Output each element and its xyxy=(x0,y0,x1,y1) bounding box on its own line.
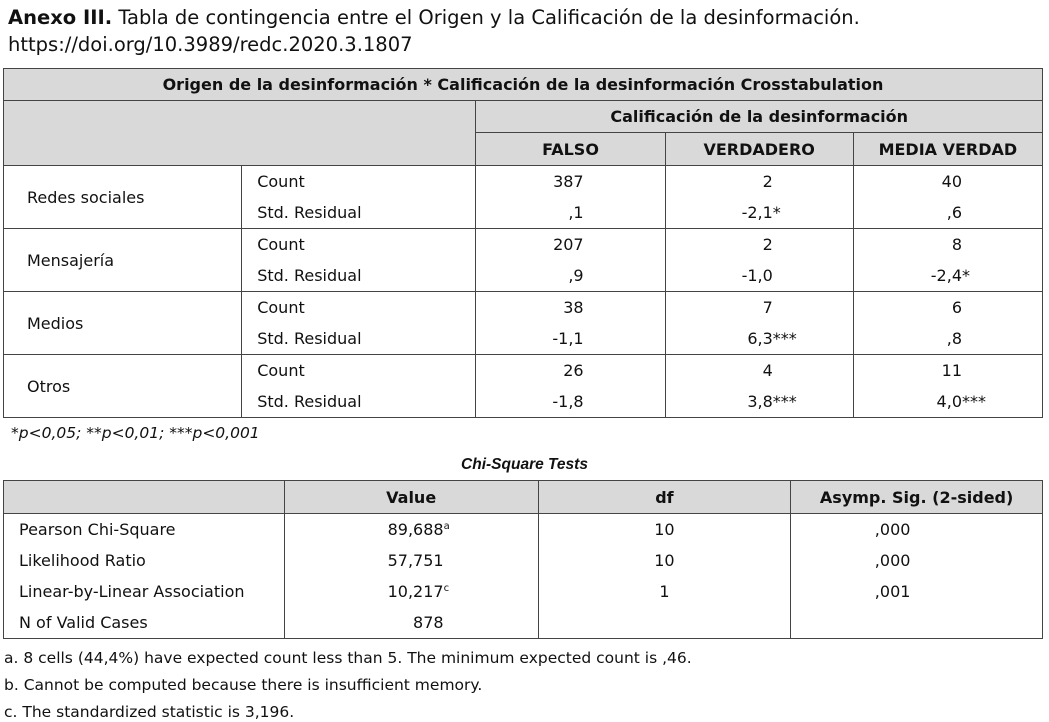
df-cell: 10 xyxy=(538,545,791,576)
table-row xyxy=(4,292,1043,324)
value-cell: 89,688a xyxy=(284,514,538,546)
origin-label: Otros xyxy=(4,355,242,418)
stat-label: Count xyxy=(242,292,476,324)
column-header: Value xyxy=(284,481,538,514)
residual-value: -1,8 xyxy=(552,392,584,411)
significance-marker: *** xyxy=(772,329,797,348)
table-row xyxy=(4,576,1043,607)
count-cell: 2 xyxy=(665,166,853,198)
stat-label: Std. Residual xyxy=(242,197,476,229)
residual-value: -2,4 xyxy=(930,266,962,285)
column-header xyxy=(4,481,285,514)
value-cell: 10,217c xyxy=(284,576,538,607)
df-cell: 10 xyxy=(538,514,791,546)
residual-cell xyxy=(476,197,665,229)
residual-value: 4,0 xyxy=(936,392,962,411)
count-cell: 38 xyxy=(476,292,665,324)
header-row xyxy=(4,481,1043,514)
residual-value: -1,0 xyxy=(741,266,773,285)
count-cell: 8 xyxy=(853,229,1042,261)
residual-value: ,6 xyxy=(946,203,962,222)
residual-value: 3,8 xyxy=(747,392,773,411)
figure-caption xyxy=(8,4,860,58)
residual-value: -1,1 xyxy=(552,329,584,348)
crosstab-group-header: Calificación de la desinformación xyxy=(476,101,1043,133)
chi-square-title: Chi-Square Tests xyxy=(461,456,588,473)
footnote-c: c. The standardized statistic is 3,196. xyxy=(4,703,295,721)
crosstab-table xyxy=(3,68,1043,418)
residual-cell xyxy=(476,260,665,292)
crosstab-title: Origen de la desinformación * Calificación de la desinformación Crosstabulation xyxy=(4,69,1043,101)
footnote-a: a. 8 cells (44,4%) have expected count less than 5. The minimum expected count is ,46. xyxy=(4,649,692,667)
sig-cell: ,000 xyxy=(791,545,1043,576)
caption-label: Anexo III. xyxy=(8,6,113,29)
test-label: Likelihood Ratio xyxy=(4,545,285,576)
residual-cell xyxy=(853,323,1042,355)
column-header: VERDADERO xyxy=(665,133,853,166)
residual-cell xyxy=(665,260,853,292)
table-row xyxy=(4,229,1043,261)
stat-label: Count xyxy=(242,166,476,198)
caption-text: Tabla de contingencia entre el Origen y la Calificación de la desinformación. xyxy=(112,6,860,29)
residual-cell xyxy=(853,197,1042,229)
residual-cell xyxy=(665,197,853,229)
count-cell: 207 xyxy=(476,229,665,261)
count-cell: 7 xyxy=(665,292,853,324)
count-cell: 2 xyxy=(665,229,853,261)
significance-note: *p<0,05; **p<0,01; ***p<0,001 xyxy=(11,424,260,442)
crosstab-corner xyxy=(4,101,476,166)
count-cell: 26 xyxy=(476,355,665,387)
sig-cell: ,000 xyxy=(791,514,1043,546)
value-cell xyxy=(284,607,538,639)
table-row xyxy=(4,514,1043,546)
df-cell: 1 xyxy=(538,576,791,607)
df-cell xyxy=(538,607,791,639)
origin-label: Mensajería xyxy=(4,229,242,292)
test-label: N of Valid Cases xyxy=(4,607,285,639)
column-header: Asymp. Sig. (2-sided) xyxy=(791,481,1043,514)
residual-value: ,8 xyxy=(946,329,962,348)
caption-line-1 xyxy=(8,4,860,31)
stat-label: Std. Residual xyxy=(242,260,476,292)
residual-cell xyxy=(853,386,1042,418)
residual-cell xyxy=(476,323,665,355)
residual-cell xyxy=(853,260,1042,292)
count-cell: 40 xyxy=(853,166,1042,198)
significance-marker: * xyxy=(772,203,781,222)
count-cell: 387 xyxy=(476,166,665,198)
significance-marker: *** xyxy=(772,392,797,411)
count-cell: 4 xyxy=(665,355,853,387)
stat-label: Count xyxy=(242,355,476,387)
sig-cell: ,001 xyxy=(791,576,1043,607)
footnote-b: b. Cannot be computed because there is insufficient memory. xyxy=(4,676,483,694)
stat-label: Std. Residual xyxy=(242,386,476,418)
residual-cell xyxy=(476,386,665,418)
stat-label: Std. Residual xyxy=(242,323,476,355)
column-header: MEDIA VERDAD xyxy=(853,133,1042,166)
residual-value: 6,3 xyxy=(747,329,773,348)
significance-marker: *** xyxy=(962,392,986,411)
table-row xyxy=(4,166,1043,198)
stat-label: Count xyxy=(242,229,476,261)
residual-value: ,1 xyxy=(568,203,584,222)
table-row xyxy=(4,607,1043,639)
chi-square-table xyxy=(3,480,1043,639)
test-value: 57,751 xyxy=(387,551,444,570)
test-value: 10,217 xyxy=(387,582,444,601)
residual-cell xyxy=(665,386,853,418)
residual-value: -2,1 xyxy=(741,203,773,222)
count-cell: 11 xyxy=(853,355,1042,387)
test-value: 878 xyxy=(413,613,444,632)
test-value: 89,688 xyxy=(387,520,444,539)
origin-label: Medios xyxy=(4,292,242,355)
sig-cell xyxy=(791,607,1043,639)
count-cell: 6 xyxy=(853,292,1042,324)
column-header: df xyxy=(538,481,791,514)
column-header: FALSO xyxy=(476,133,665,166)
table-row xyxy=(4,545,1043,576)
residual-value: ,9 xyxy=(568,266,584,285)
origin-label: Redes sociales xyxy=(4,166,242,229)
test-label: Pearson Chi-Square xyxy=(4,514,285,546)
residual-cell xyxy=(665,323,853,355)
caption-doi: https://doi.org/10.3989/redc.2020.3.1807 xyxy=(8,33,413,56)
table-row xyxy=(4,355,1043,387)
test-label: Linear-by-Linear Association xyxy=(4,576,285,607)
significance-marker: * xyxy=(962,266,970,285)
value-cell xyxy=(284,545,538,576)
